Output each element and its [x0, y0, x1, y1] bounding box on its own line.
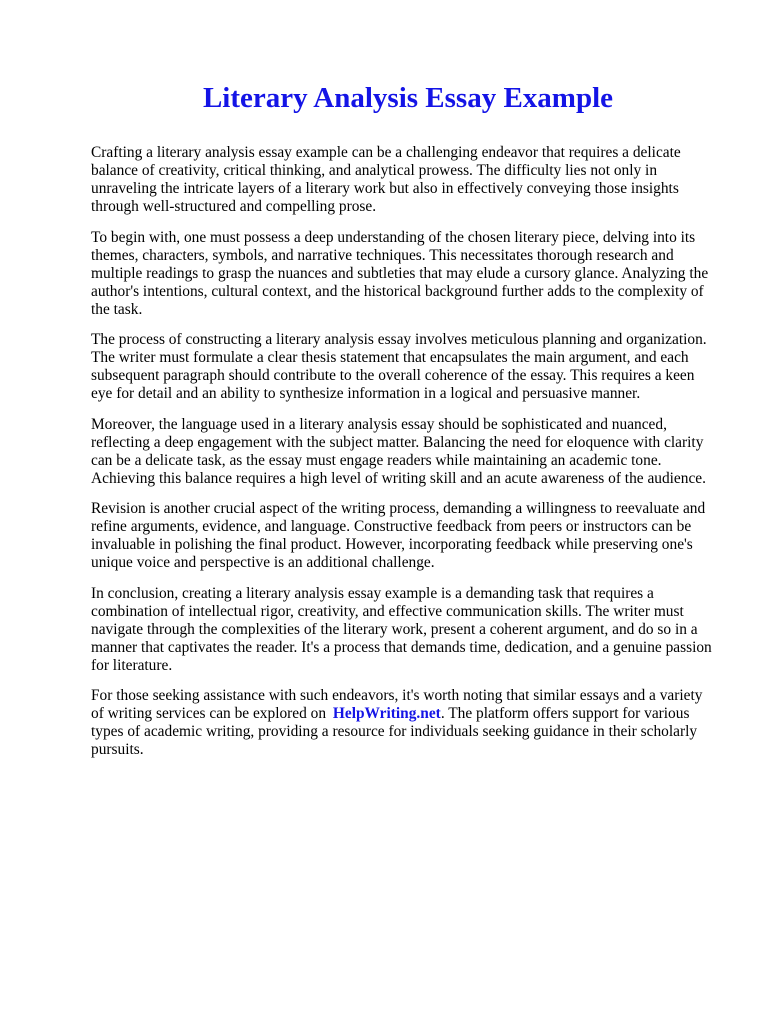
paragraph-understanding: To begin with, one must possess a deep understanding of the chosen literary piece, delving into its themes, characters, symbols, and narrative techniques. This necessitates thorough research and multiple readings to grasp the nuances and subtleties that may elude a cursory glance. Analyzing the author's intentions, cultural context, and the historical background further adds to the complexity of the task.: [91, 228, 709, 318]
paragraph-process: The process of constructing a literary analysis essay involves meticulous planning and organization. The writer must formulate a clear thesis statement that encapsulates the main argument, and each subsequent paragraph should contribute to the overall coherence of the essay. This requires a keen eye for detail and an ability to synthesize information in a logical and persuasive manner.: [91, 331, 707, 402]
assistance-text-after: . The platform offers support for various types of academic writing, providing a resource for individuals seeking guidance in their scholarly pursuits.: [91, 705, 698, 758]
assistance-text-before: For those seeking assistance with such endeavors, it's worth noting that similar essays and a variety of writing services can be explored on: [91, 687, 703, 722]
document-body: [91, 144, 719, 772]
paragraph-intro: Crafting a literary analysis essay example can be a challenging endeavor that requires a delicate balance of creativity, critical thinking, and analytical prowess. The difficulty lies not only in unraveling the intricate layers of a literary work but also in effectively conveying those insights through well-structured and compelling prose.: [91, 144, 681, 215]
paragraph-revision: Revision is another crucial aspect of the writing process, demanding a willingness to reevaluate and refine arguments, evidence, and language. Constructive feedback from peers or instructors can be invaluable in polishing the final product. However, incorporating feedback while preserving one's unique voice and perspective is an additional challenge.: [91, 500, 706, 571]
paragraph-language: Moreover, the language used in a literary analysis essay should be sophisticated and nuanced, reflecting a deep engagement with the subject matter. Balancing the need for eloquence with clarity can be a delicate task, as the essay must engage readers while maintaining an academic tone. Achieving this balance requires a high level of writing skill and an acute awareness of the audience.: [91, 415, 706, 487]
paragraph-conclusion: In conclusion, creating a literary analysis essay example is a demanding task that requires a combination of intellectual rigor, creativity, and effective communication skills. The writer must navigate through the complexities of the literary work, present a coherent argument, and do so in a manner that captivates the reader. It's a process that demands time, dedication, and a genuine passion for literature.: [91, 584, 712, 674]
helpwriting-link[interactable]: HelpWriting.net: [332, 705, 441, 722]
paragraph-assistance: [91, 687, 719, 759]
document-title: Literary Analysis Essay Example: [202, 82, 614, 114]
